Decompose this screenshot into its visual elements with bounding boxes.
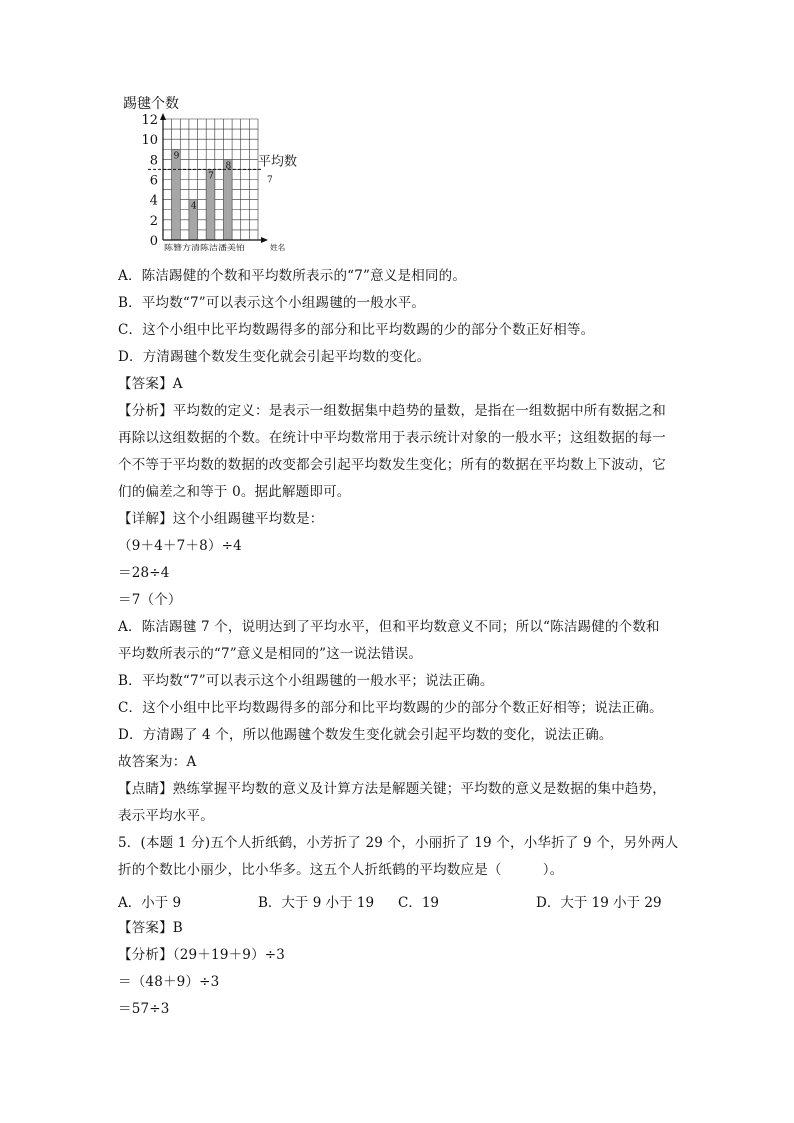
average-value-label: 7	[267, 175, 273, 186]
text-line: 再除以这组数据的个数。在统计中平均数常用于表示统计对象的一般水平；这组数据的每一	[118, 430, 666, 446]
x-category-labels: 陈簪方清陈洁潘美铂	[164, 243, 233, 252]
text-line: D．方清踢了 4 个，所以他踢毽个数发生变化就会引起平均数的变化，说法正确。	[118, 727, 613, 743]
bar-value-label: 9	[173, 151, 180, 162]
y-axis-title: 踢毽个数	[123, 96, 179, 112]
text-line: 【答案】B	[118, 920, 183, 936]
text-line: ＝28÷4	[118, 565, 170, 581]
text-line: A．陈洁踢健的个数和平均数所表示的“7”意义是相同的。	[118, 268, 467, 284]
text-line: （9＋4＋7＋8）÷4	[118, 538, 242, 554]
text-line: 表示平均水平。	[118, 808, 214, 824]
text-line: ＝7（个）	[118, 592, 182, 608]
y-tick-label: 10	[141, 133, 158, 149]
y-tick-label: 0	[149, 234, 158, 249]
y-tick-label: 8	[149, 153, 158, 169]
y-tick-label: 4	[149, 193, 158, 209]
text-line: ＝（48＋9）÷3	[118, 974, 220, 990]
text-line: 平均数所表示的“7”意义是相同的”这一说法错误。	[118, 646, 423, 662]
x-axis-arrow	[261, 237, 268, 243]
choice-option: B．大于 9 小于 19	[258, 895, 375, 911]
text-line: 【详解】这个小组踢毽平均数是：	[118, 511, 324, 527]
text-line: B．平均数“7”可以表示这个小组踢毽的一般水平。	[118, 295, 426, 311]
x-axis-title: 姓名	[270, 243, 286, 252]
bar-value-label: 7	[208, 171, 214, 182]
y-tick-label: 2	[149, 213, 158, 229]
text-line: 【答案】A	[118, 376, 183, 392]
y-tick-label: 6	[149, 173, 158, 189]
text-line: C．这个小组中比平均数踢得多的部分和比平均数踢的少的部分个数正好相等。	[118, 322, 595, 338]
average-label: 平均数	[258, 154, 298, 170]
text-line: C．这个小组中比平均数踢得多的部分和比平均数踢的少的部分个数正好相等；说法正确。	[118, 700, 663, 716]
chart-svg	[118, 90, 298, 255]
text-line: B．平均数“7”可以表示这个小组踢毽的一般水平；说法正确。	[118, 673, 494, 689]
bar-chart	[118, 90, 298, 255]
text-line: 们的偏差之和等于 0。据此解题即可。	[118, 484, 351, 500]
text-line: 个不等于平均数的数据的改变都会引起平均数发生变化；所有的数据在平均数上下波动，它	[118, 457, 666, 473]
bar-value-label: 8	[225, 161, 232, 172]
bar-value-label: 4	[190, 201, 197, 212]
text-line: 5．(本题 1 分)五个人折纸鹤，小芳折了 29 个，小丽折了 19 个，小华折了 9 个，另外两人	[118, 835, 679, 851]
text-line: 故答案为：A	[118, 754, 197, 770]
text-line: 【点睛】熟练掌握平均数的意义及计算方法是解题关键；平均数的意义是数据的集中趋势，	[118, 781, 666, 797]
y-axis-arrow	[160, 113, 166, 120]
choice-option: C．19	[398, 895, 440, 911]
y-tick-label: 12	[141, 113, 158, 128]
text-line: 【分析】（29＋19＋9）÷3	[118, 947, 286, 963]
text-line: A．陈洁踢毽 7 个，说明达到了平均水平，但和平均数意义不同；所以“陈洁踢健的个数和	[118, 619, 660, 635]
text-line: D．方清踢毽个数发生变化就会引起平均数的变化。	[118, 349, 431, 365]
choice-option: D．大于 19 小于 29	[536, 895, 662, 911]
text-line: 折的个数比小丽少，比小华多。这五个人折纸鹤的平均数应是（ ）。	[118, 862, 564, 878]
choice-option: A．小于 9	[118, 895, 182, 911]
bar	[223, 159, 232, 240]
bar	[172, 149, 181, 240]
text-line: ＝57÷3	[118, 1001, 170, 1017]
text-line: 【分析】平均数的定义：是表示一组数据集中趋势的量数，是指在一组数据中所有数据之和	[118, 403, 666, 419]
